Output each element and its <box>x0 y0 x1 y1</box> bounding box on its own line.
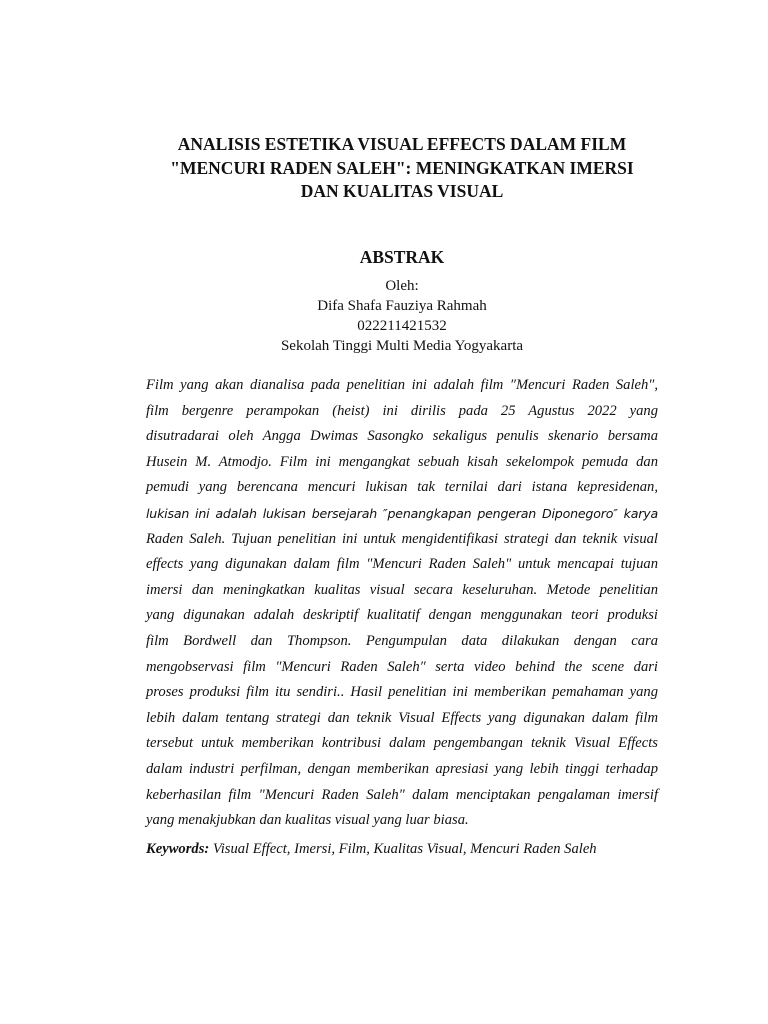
abstract-line: disutradarai oleh Angga Dwimas Sasongko sekaligus penulis skenario bersama <box>146 428 658 445</box>
author-block <box>100 276 704 356</box>
abstract-line: pemudi yang berencana mencuri lukisan tak ternilai dari istana kepresidenan, <box>146 479 658 496</box>
by-label: Oleh: <box>385 278 419 294</box>
abstract-line: yang menakjubkan dan kualitas visual yang luar biasa. <box>146 812 469 829</box>
title-line: "MENCURI RADEN SALEH": MENINGKATKAN IMERSI <box>170 157 634 178</box>
abstract-line: mengobservasi film ″Mencuri Raden Saleh″ serta video behind the scene dari <box>146 658 658 675</box>
paper-title <box>100 133 704 204</box>
abstract-line: film bergenre perampokan (heist) ini dirilis pada 25 Agustus 2022 yang <box>146 402 658 419</box>
abstract-line: lukisan ini adalah lukisan bersejarah ″penangkapan pengeran Diponegoro″ karya <box>146 505 658 521</box>
abstract-line: tersebut untuk memberikan kontribusi dalam pengembangan teknik Visual Effects <box>146 735 658 752</box>
title-line: ANALISIS ESTETIKA VISUAL EFFECTS DALAM FILM <box>177 134 627 154</box>
abstract-line: Raden Saleh. Tujuan penelitian ini untuk mengidentifikasi strategi dan teknik visual <box>146 530 658 547</box>
abstract-line: film Bordwell dan Thompson. Pengumpulan data dilakukan dengan cara <box>146 632 658 649</box>
abstract-line: proses produksi film itu sendiri.. Hasil penelitian ini memberikan pemahaman yang <box>146 684 658 701</box>
abstract-line: imersi dan meningkatkan kualitas visual secara keseluruhan. Metode penelitian <box>146 581 658 598</box>
title-line: DAN KUALITAS VISUAL <box>300 181 504 201</box>
keywords-label: Keywords: <box>146 841 210 857</box>
keywords-text: Visual Effect, Imersi, Film, Kualitas Visual, Mencuri Raden Saleh <box>209 841 597 857</box>
abstract-heading: ABSTRAK <box>359 247 445 267</box>
abstract-line: effects yang digunakan dalam film "Mencuri Raden Saleh" untuk mencapai tujuan <box>146 556 658 573</box>
institution-name: Sekolah Tinggi Multi Media Yogyakarta <box>280 338 524 354</box>
abstract-line: Film yang akan dianalisa pada penelitian ini adalah film ″Mencuri Raden Saleh″, <box>146 377 658 393</box>
abstract-line: keberhasilan film "Mencuri Raden Saleh" dalam menciptakan pengalaman imersif <box>146 786 658 803</box>
abstract-line: dalam industri perfilman, dengan memberikan apresiasi yang lebih tinggi terhadap <box>146 760 658 777</box>
abstract-line: yang digunakan adalah deskriptif kualitatif dengan menggunakan teori produksi <box>146 607 658 624</box>
abstract-line: lebih dalam tentang strategi dan teknik Visual Effects yang digunakan dalam film <box>146 709 658 726</box>
abstract-body <box>146 373 658 834</box>
abstract-line: Husein M. Atmodjo. Film ini mengangkat sebuah kisah sekelompok pemuda dan <box>146 453 658 470</box>
author-name: Difa Shafa Fauziya Rahmah <box>317 298 487 314</box>
student-id: 022211421532 <box>357 318 447 334</box>
keywords-line <box>146 839 658 859</box>
